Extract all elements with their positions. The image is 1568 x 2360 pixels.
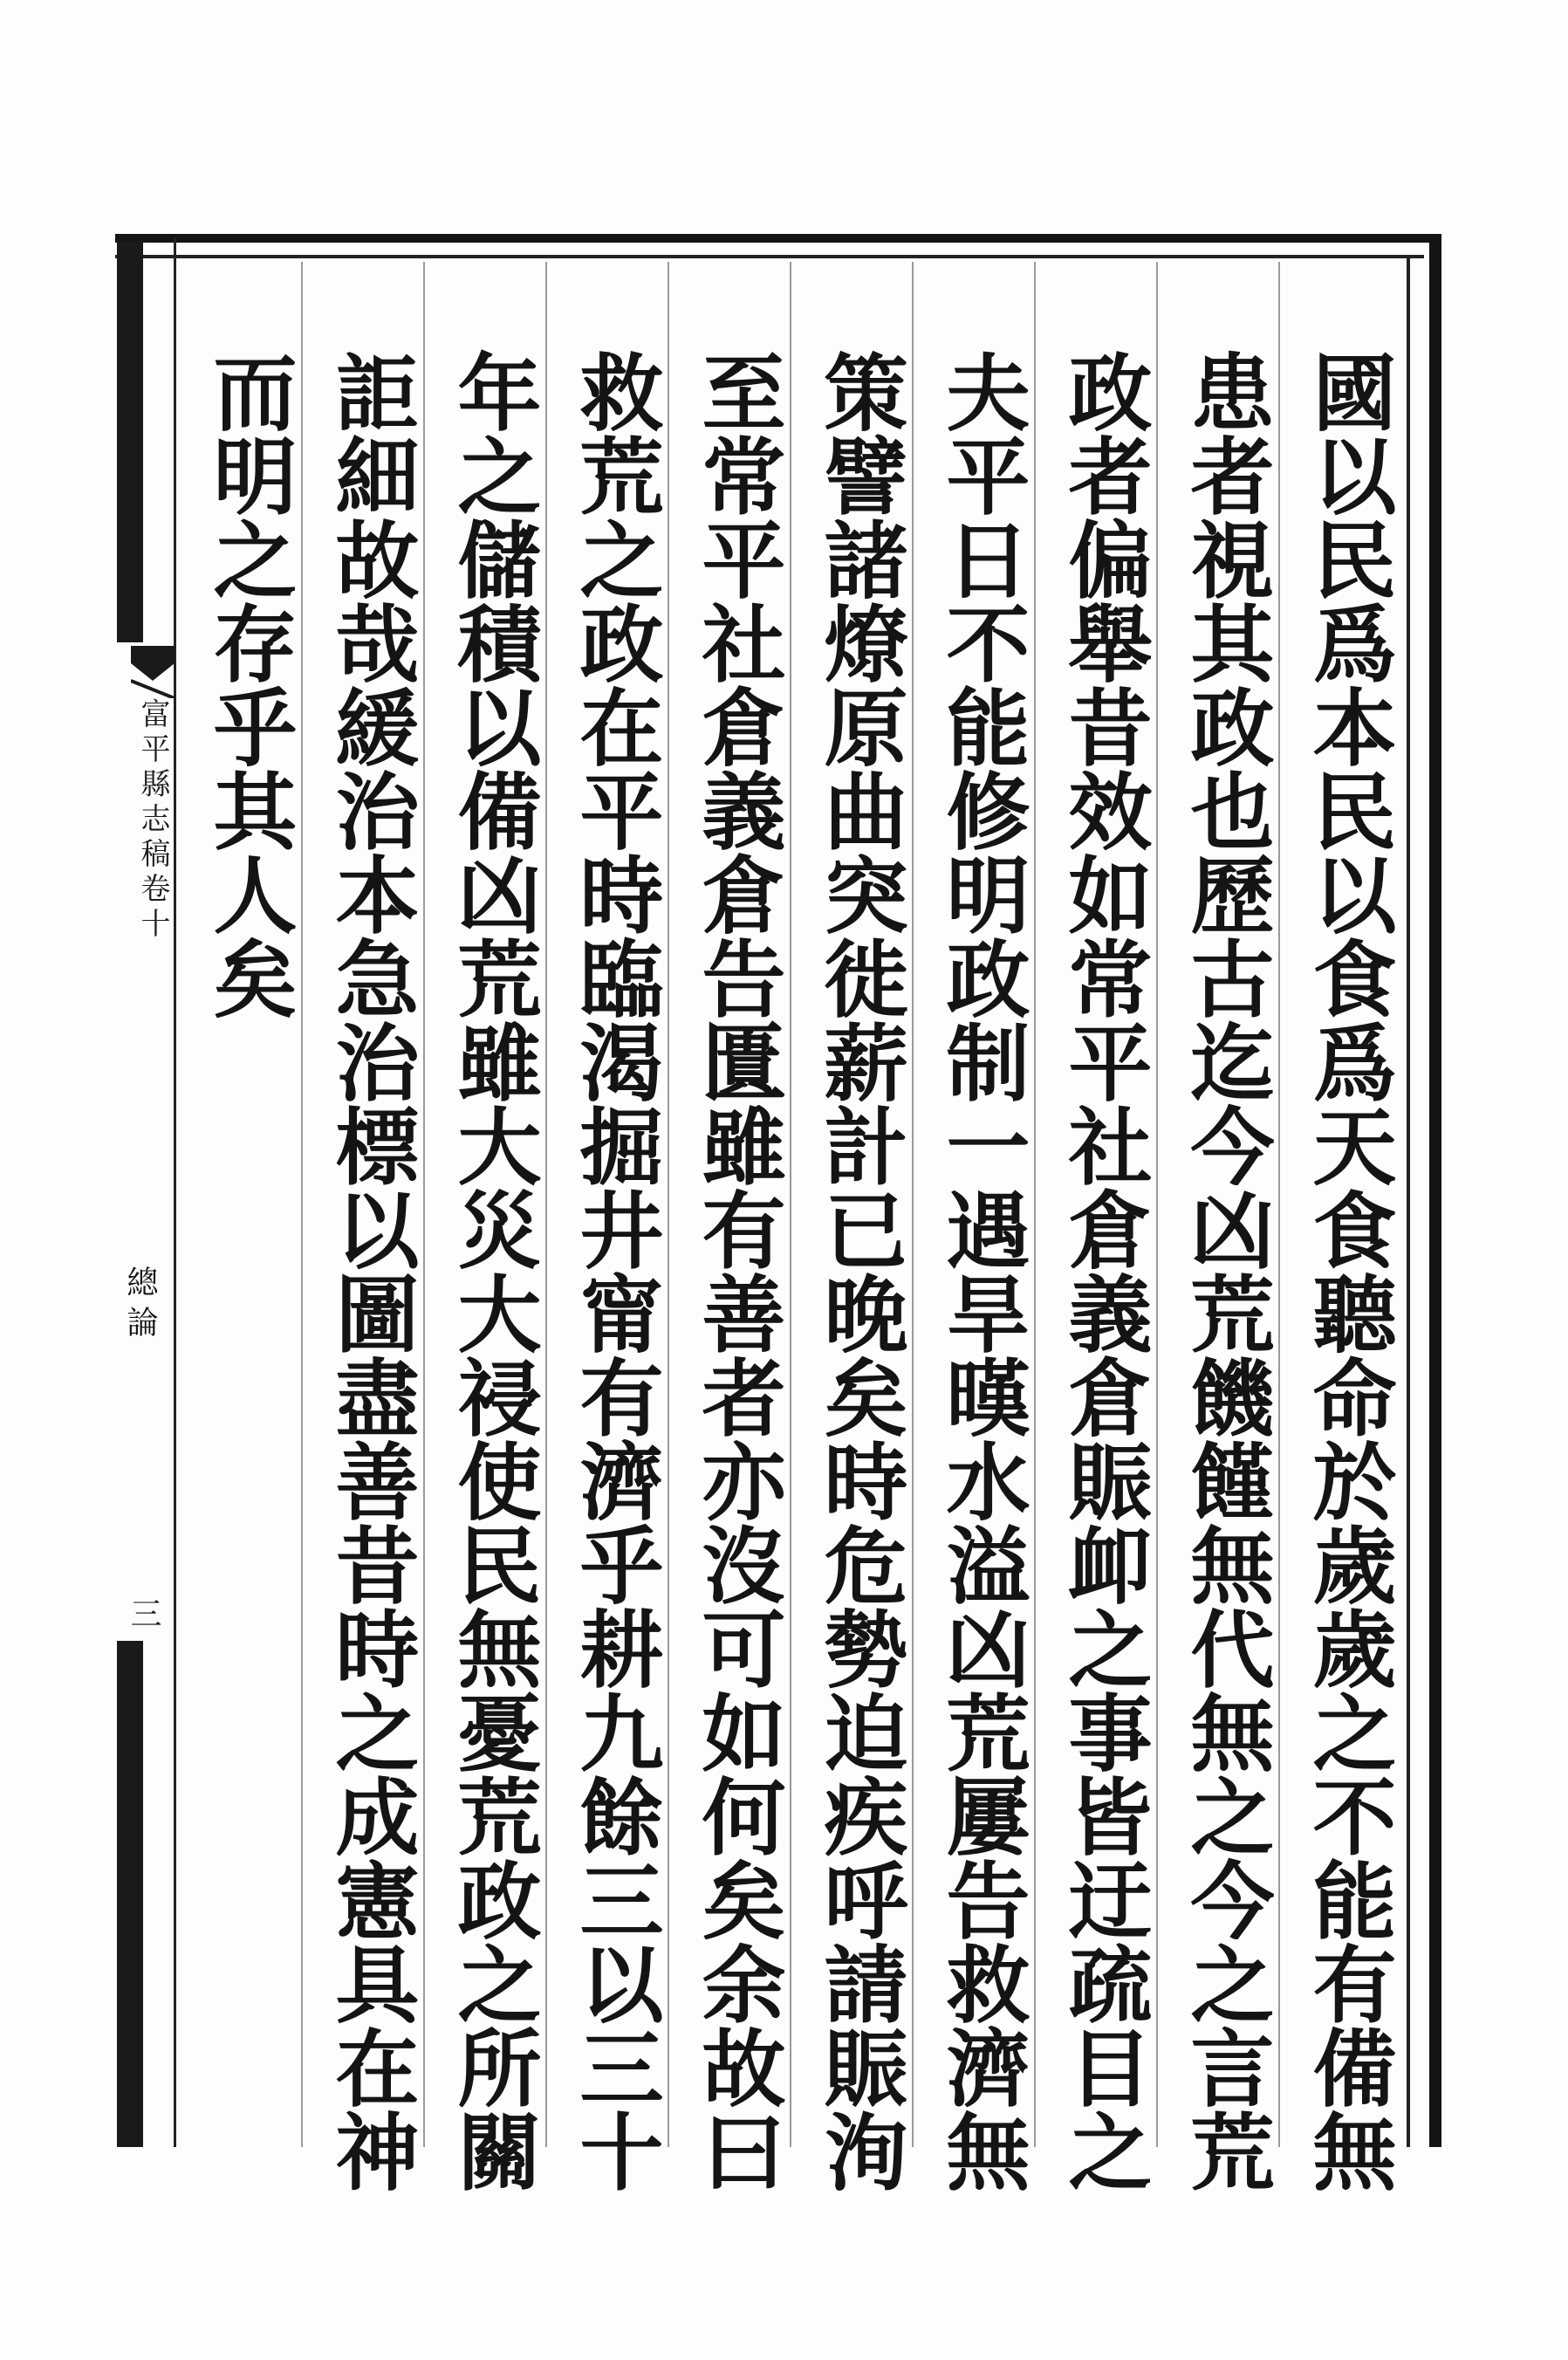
column-rule [301, 262, 303, 2147]
text-column-9: 詎細故哉緩治本急治標以圖盡善昔時之成憲具在神 [322, 349, 421, 2192]
column-rule [668, 262, 669, 2147]
column-rule [1278, 262, 1280, 2147]
text-column-7: 救荒之政在平時臨渴掘井甯有濟乎耕九餘三以三十 [566, 349, 665, 2192]
frame-inner-top-rule [115, 255, 1424, 258]
margin-black-bar-bottom [117, 1641, 143, 2147]
text-column-6: 至常平社倉義倉告匱雖有善者亦沒可如何矣余故曰 [688, 349, 787, 2192]
column-rule [1034, 262, 1036, 2147]
column-rule [790, 262, 791, 2147]
column-rule [423, 262, 425, 2147]
text-column-2: 患者視其政也歷古迄今凶荒饑饉無代無之今之言荒 [1177, 349, 1276, 2192]
column-rule [912, 262, 914, 2147]
text-column-1: 國以民爲本民以食爲天食聽命於歲歲之不能有備無 [1299, 349, 1398, 2192]
text-column-3: 政者偏舉昔效如常平社倉義倉賑卹之事皆迂疏目之 [1055, 349, 1154, 2192]
text-column-5: 策譬諸燎原曲突徙薪計已晚矣時危勢迫疾呼請賑洵 [811, 349, 909, 2192]
text-column-8: 年之儲積以備凶荒雖大災大祲使民無憂荒政之所關 [444, 349, 543, 2192]
fishtail-mark-icon [131, 646, 175, 698]
volume-title: 富平縣志稿卷十 [135, 698, 170, 943]
frame-inner-right-rule [1407, 255, 1410, 2147]
column-rule [545, 262, 547, 2147]
text-column-4: 夫平日不能修明政制一遇旱暵水溢凶荒屢告救濟無 [933, 349, 1031, 2192]
section-title: 總論 [122, 1266, 158, 1346]
column-rule [1156, 262, 1158, 2147]
margin-black-bar-top [117, 241, 143, 642]
text-column-10: 而明之存乎其人矣 [200, 349, 298, 1019]
page-number: 三 [126, 1597, 161, 1629]
